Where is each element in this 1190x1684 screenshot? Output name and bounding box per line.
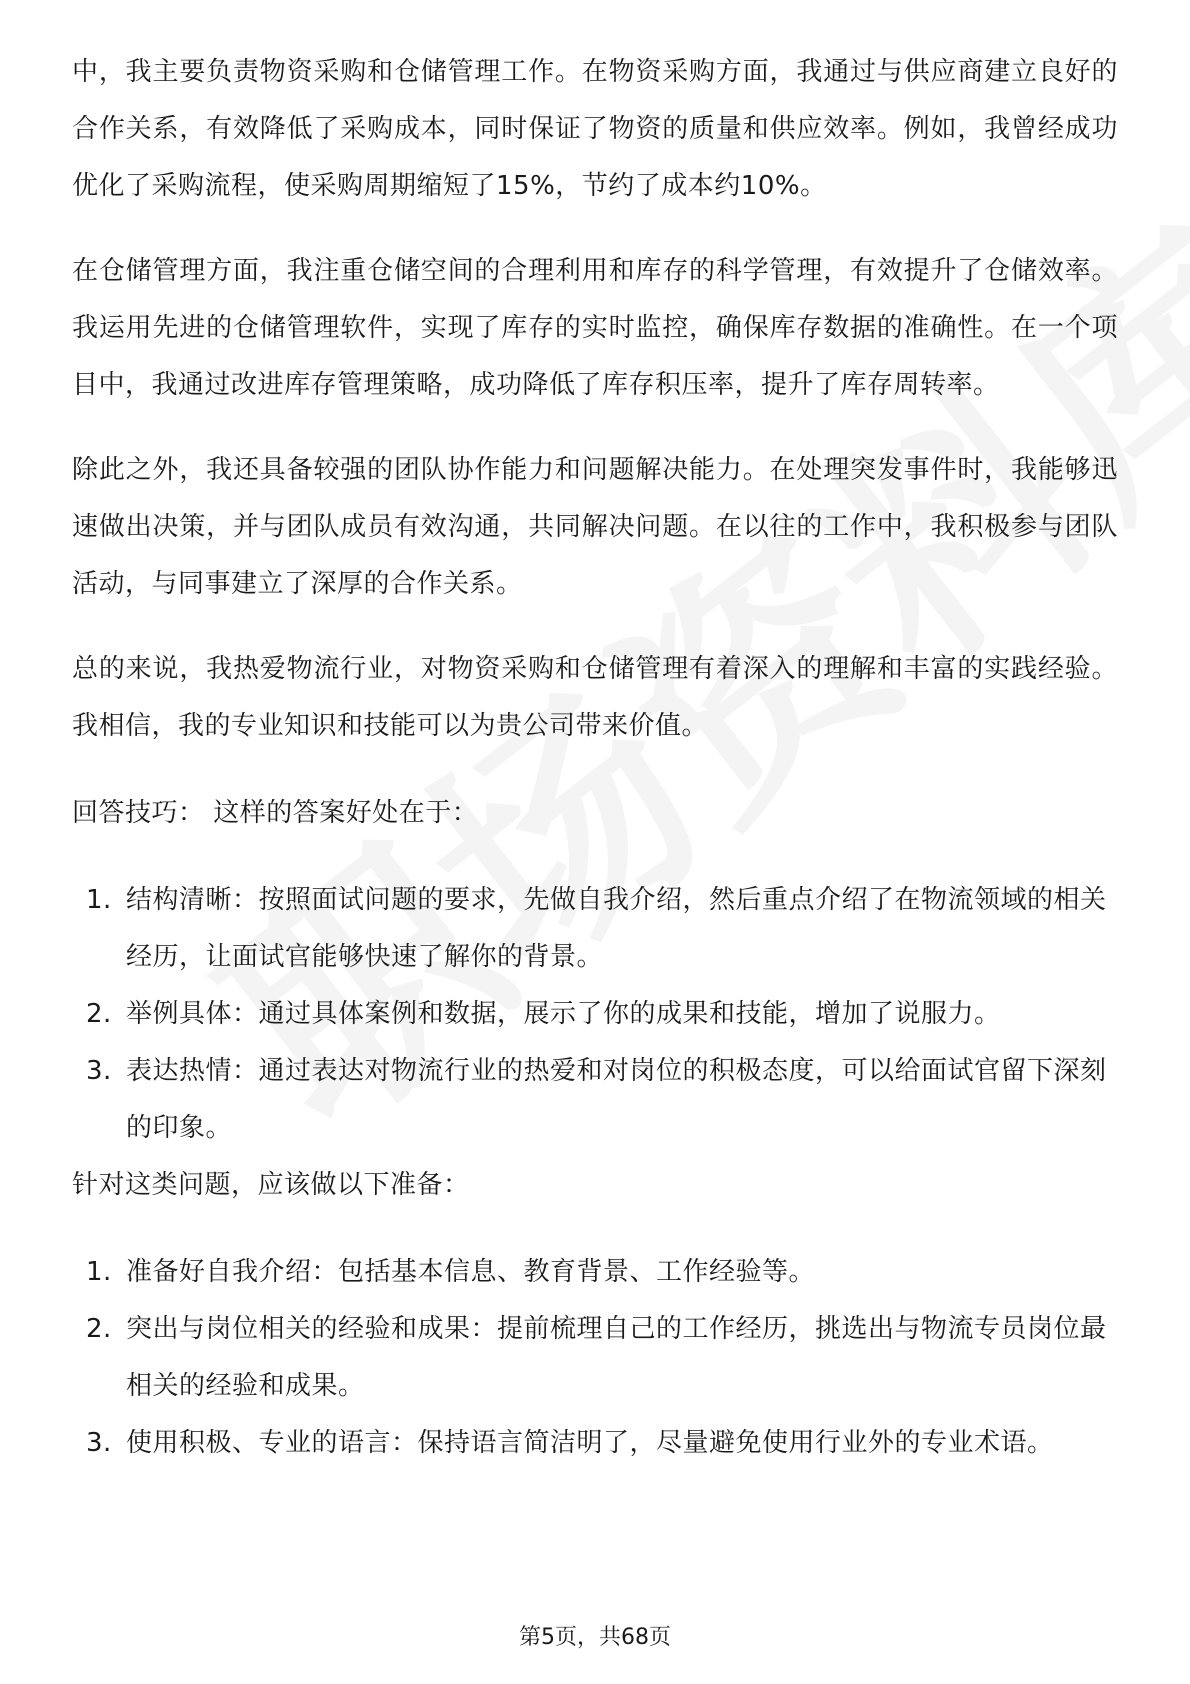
list-item: [72, 872, 1118, 986]
prep-intro: 针对这类问题，应该做以下准备：: [72, 1170, 470, 1200]
list-item: [72, 1244, 1118, 1301]
page-number: 第5页，共68页: [519, 1625, 671, 1650]
document-page: [72, 44, 1118, 1472]
list-text: 准备好自我介绍：包括基本信息、教育背景、工作经验等。: [126, 1257, 816, 1287]
list-text: 突出与岗位相关的经验和成果：提前梳理自己的工作经历，挑选出与物流专员岗位最相关的经验和成果。: [126, 1314, 1107, 1401]
list-text: 使用积极、专业的语言：保持语言简洁明了，尽量避免使用行业外的专业术语。: [126, 1428, 1054, 1458]
list-number: 3.: [86, 1056, 112, 1086]
tips-intro: 回答技巧： 这样的答案好处在于：: [72, 798, 479, 828]
tips-list: [72, 872, 1118, 1157]
list-text: 结构清晰：按照面试问题的要求，先做自我介绍，然后重点介绍了在物流领域的相关经历，让面试官能够快速了解你的背景。: [126, 885, 1107, 972]
list-item: [72, 1043, 1118, 1157]
list-item: [72, 986, 1118, 1043]
paragraph-teamwork: 除此之外，我还具备较强的团队协作能力和问题解决能力。在处理突发事件时，我能够迅速做出决策，并与团队成员有效沟通，共同解决问题。在以往的工作中，我积极参与团队活动，与同事建立了深厚的合作关系。: [72, 455, 1118, 599]
list-item: [72, 1301, 1118, 1415]
list-number: 2.: [86, 1314, 112, 1344]
paragraph-summary: 总的来说，我热爱物流行业，对物资采购和仓储管理有着深入的理解和丰富的实践经验。我相信，我的专业知识和技能可以为贵公司带来价值。: [72, 654, 1118, 741]
list-number: 1.: [86, 1257, 112, 1287]
list-number: 2.: [86, 999, 112, 1029]
prep-list: [72, 1244, 1118, 1472]
list-text: 举例具体：通过具体案例和数据，展示了你的成果和技能，增加了说服力。: [126, 999, 1001, 1029]
list-number: 3.: [86, 1428, 112, 1458]
paragraph-experience: 中，我主要负责物资采购和仓储管理工作。在物资采购方面，我通过与供应商建立良好的合作关系，有效降低了采购成本，同时保证了物资的质量和供应效率。例如，我曾经成功优化了采购流程，使采购周期缩短了15%，节约了成本约10%。: [72, 57, 1118, 201]
list-number: 1.: [86, 885, 112, 915]
paragraph-warehouse: 在仓储管理方面，我注重仓储空间的合理利用和库存的科学管理，有效提升了仓储效率。我运用先进的仓储管理软件，实现了库存的实时监控，确保库存数据的准确性。在一个项目中，我通过改进库存管理策略，成功降低了库存积压率，提升了库存周转率。: [72, 256, 1118, 400]
list-item: [72, 1415, 1118, 1472]
list-text: 表达热情：通过表达对物流行业的热爱和对岗位的积极态度，可以给面试官留下深刻的印象。: [126, 1056, 1107, 1143]
